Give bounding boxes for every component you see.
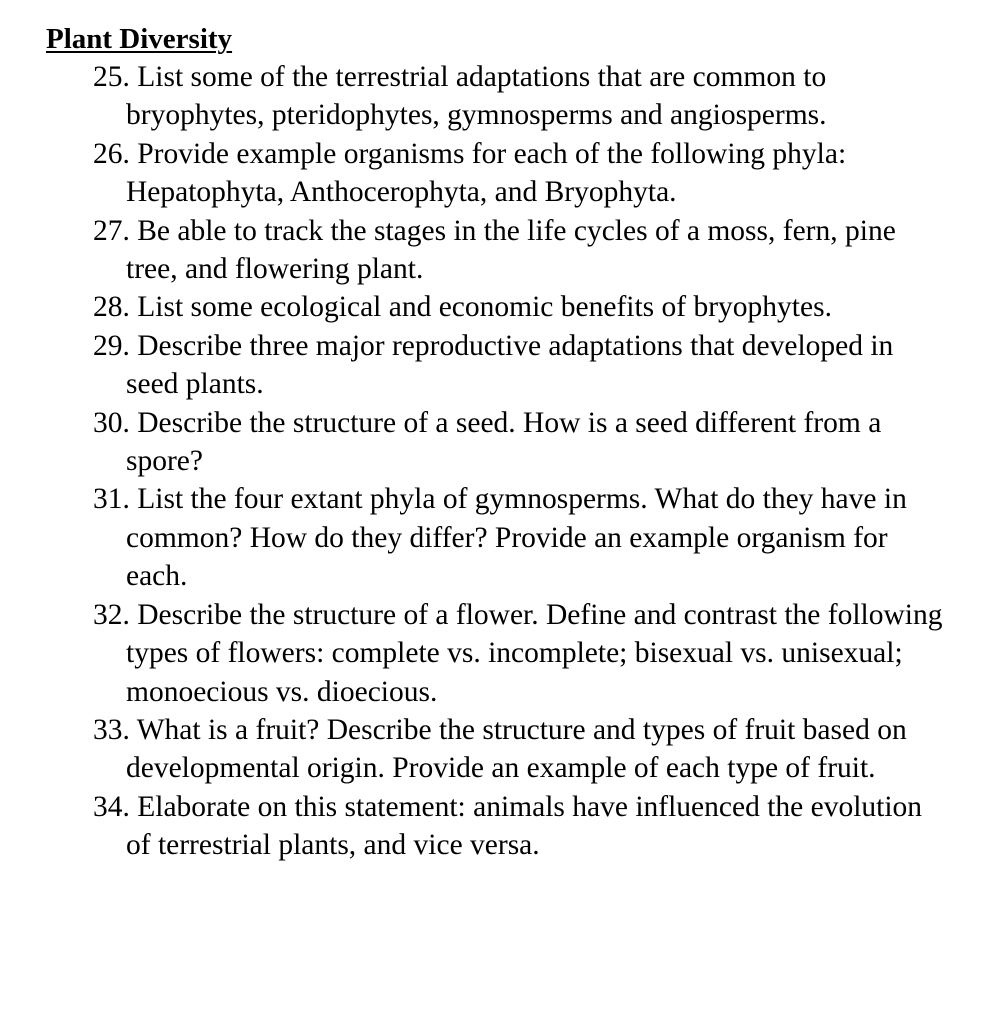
question-item: 33. What is a fruit? Describe the structure and types of fruit based on developmental origin. Provide an example of each type of fruit. [93,713,907,785]
section-heading: Plant Diversity [46,23,233,55]
question-item: 30. Describe the structure of a seed. How is a seed different from a spore? [93,406,882,478]
question-item: 31. List the four extant phyla of gymnosperms. What do they have in common? How do they differ? Provide an example organism for each. [93,483,907,593]
question-item: 27. Be able to track the stages in the life cycles of a moss, fern, pine tree, and flowering plant. [93,214,896,286]
question-item: 28. List some ecological and economic benefits of bryophytes. [93,291,832,324]
question-item: 29. Describe three major reproductive adaptations that developed in seed plants. [93,329,894,401]
question-list [93,58,943,865]
question-item: 26. Provide example organisms for each of the following phyla: Hepatophyta, Anthocerophyta, and Bryophyta. [93,137,847,209]
question-item: 32. Describe the structure of a flower. Define and contrast the following types of flowers: complete vs. incomplete; bisexual vs. unisexual; monoecious vs. dioecious. [93,598,943,708]
question-item: 25. List some of the terrestrial adaptations that are common to bryophytes, pteridophytes, gymnosperms and angiosperms. [93,61,827,132]
question-item: 34. Elaborate on this statement: animals have influenced the evolution of terrestrial plants, and vice versa. [93,790,923,862]
